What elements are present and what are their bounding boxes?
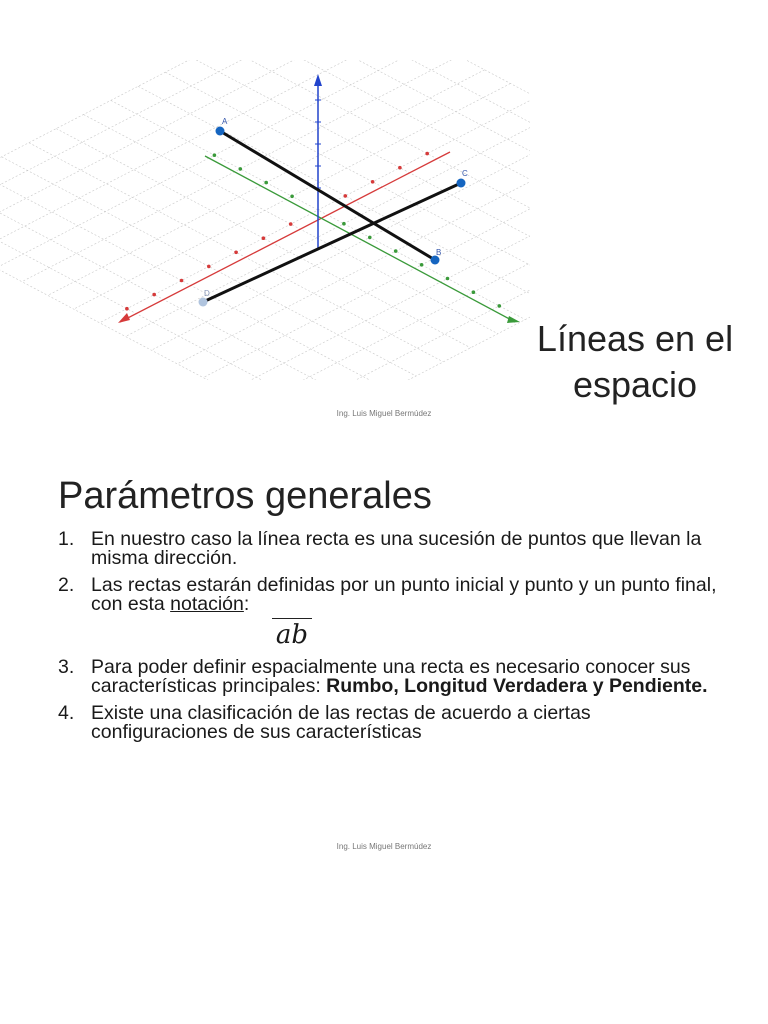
label-c: C [462, 169, 468, 178]
axis-tick [371, 180, 375, 184]
label-d: D [204, 289, 210, 298]
item-number: 1. [58, 528, 75, 550]
list-item [0, 658, 720, 696]
grid-line [126, 111, 531, 337]
axis-tick [394, 249, 398, 253]
item-text: Las rectas estarán definidas por un punto inicial y punto y un punto final, con esta [91, 574, 717, 615]
axis-tick [213, 153, 217, 157]
grid-line [0, 60, 355, 227]
grid-line [229, 166, 530, 380]
grid-line [302, 60, 530, 221]
list-item [0, 530, 720, 568]
axis-tick [290, 195, 294, 199]
item-number: 3. [58, 656, 75, 678]
label-a: A [222, 117, 228, 126]
grid-line [0, 185, 361, 380]
axis-tick [344, 194, 348, 198]
axis-tick [425, 152, 429, 156]
axis-ticks [125, 100, 501, 311]
axis-tick [234, 251, 238, 255]
axis-tick [289, 222, 293, 226]
item-text-bold: Rumbo, Longitud Verdadera y Pendiente. [326, 675, 708, 697]
list-item [0, 576, 720, 650]
section-title: Parámetros generales [58, 475, 432, 517]
item-text: Para poder definir espacialmente una recta es necesario conocer sus características principales: [91, 656, 691, 697]
grid-line [193, 60, 530, 277]
axis-tick [446, 277, 450, 281]
item-number: 2. [58, 574, 75, 596]
grid-line [203, 152, 530, 378]
list-item [0, 704, 720, 742]
line-ab [220, 131, 435, 260]
axis-tick [207, 265, 211, 269]
segment-notation: ab [272, 618, 312, 650]
axis-tick [472, 290, 476, 294]
grid-line [0, 60, 407, 254]
grid-line [247, 60, 530, 249]
axis-tick [498, 304, 502, 308]
x-axis-arrow [118, 313, 130, 323]
item-number: 4. [58, 702, 75, 724]
grid-line [0, 171, 389, 380]
item-text: En nuestro caso la línea recta es una sucesión de puntos que llevan la misma dirección. [91, 528, 702, 569]
3d-axes-diagram [0, 60, 530, 380]
grid-line [0, 60, 381, 241]
grid-line [100, 97, 530, 323]
axis-tick [420, 263, 424, 267]
axis-tick [180, 279, 184, 283]
grid-line [138, 86, 530, 305]
grid-line [255, 179, 530, 380]
slide-title [520, 316, 750, 408]
z-axis-arrow [314, 74, 322, 86]
grid-line [0, 213, 307, 380]
label-b: B [436, 248, 442, 257]
axis-tick [239, 167, 243, 171]
axis-tick [262, 236, 266, 240]
y-axis [205, 156, 515, 322]
perspective-grid [0, 60, 530, 380]
y-axis-arrow [507, 316, 520, 323]
grid-line [177, 138, 530, 364]
item-text-suffix: : [243, 593, 250, 615]
grid-line [307, 207, 530, 380]
x-axis [120, 152, 450, 322]
point-c [457, 179, 466, 188]
slide-parametros-generales [0, 440, 768, 860]
axis-tick [398, 166, 402, 170]
axis-tick [368, 236, 372, 240]
grid-line [0, 60, 329, 213]
slide-lineas-en-el-espacio [0, 0, 768, 430]
axis-tick [125, 307, 129, 311]
grid-line [0, 60, 433, 268]
grid-line [0, 199, 334, 380]
point-a [216, 127, 225, 136]
slide-footer: Ing. Luis Miguel Bermúdez [336, 842, 432, 851]
item-text: Existe una clasificación de las rectas de acuerdo a ciertas configuraciones de sus características [91, 702, 591, 743]
slide-title-line-1: Líneas en el [536, 318, 734, 359]
point-d [199, 298, 208, 307]
axis-tick [342, 222, 346, 226]
slide-footer: Ing. Luis Miguel Bermúdez [336, 409, 432, 418]
parameters-list [0, 530, 720, 750]
grid-line [165, 72, 530, 291]
axis-tick [152, 293, 156, 297]
item-text-underlined: notación [170, 593, 244, 615]
grid-line [329, 60, 530, 207]
axis-tick [264, 181, 268, 185]
slide-title-line-2: espacio [572, 364, 698, 405]
